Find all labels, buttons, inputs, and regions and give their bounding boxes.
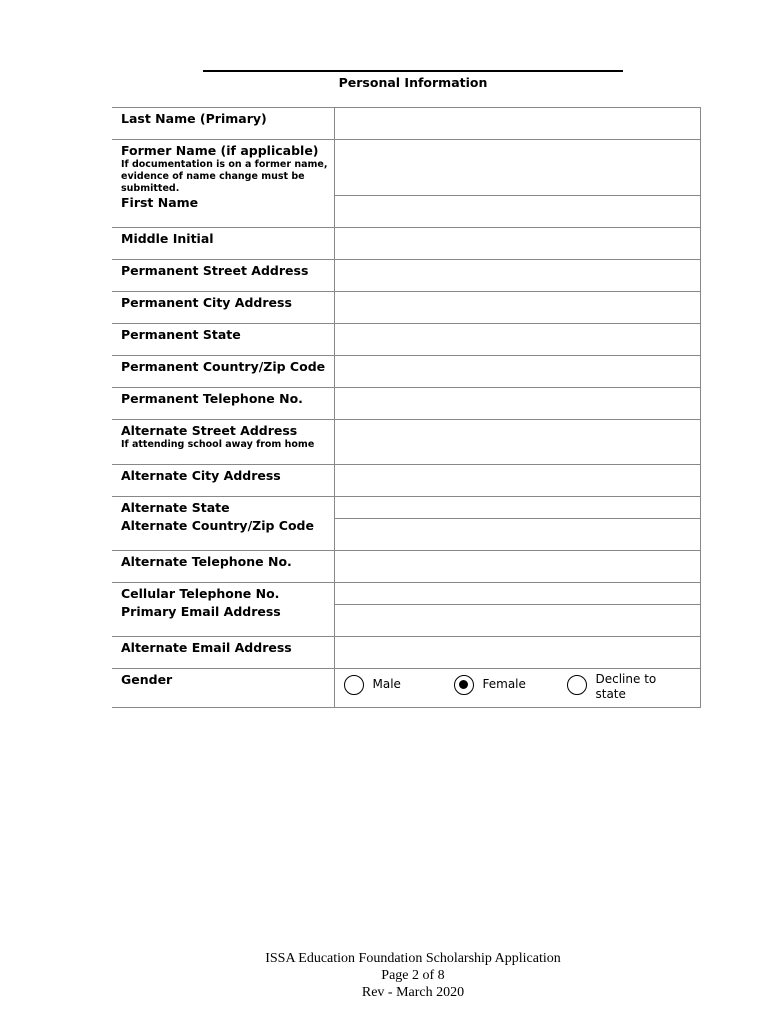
form-row [112,291,701,323]
field-label: Permanent City Address [112,291,334,323]
field-label: Middle Initial [112,227,334,259]
form-row [112,464,701,496]
form-row [112,582,701,604]
footer-title: ISSA Education Foundation Scholarship Application [265,951,561,966]
radio-unchecked-icon[interactable] [344,675,364,695]
field-label: Permanent State [112,323,334,355]
footer-revision: Rev - March 2020 [361,985,465,1000]
field-label: Permanent Country/Zip Code [112,355,334,387]
field-label: First Name [121,195,199,210]
field-label: Alternate Telephone No. [112,550,334,582]
last-name-input[interactable] [334,108,701,140]
page-footer [0,950,770,1001]
alternate-country-zip-input[interactable] [334,518,701,550]
first-name-input[interactable] [334,195,701,227]
radio-checked-icon[interactable] [454,675,474,695]
gender-option-decline[interactable] [567,671,676,702]
form-row [112,550,701,582]
footer-page-number: Page 2 of 8 [381,968,445,983]
field-label: Last Name (Primary) [112,108,334,140]
former-name-input[interactable] [334,140,701,196]
form-row [112,108,701,140]
alternate-street-input[interactable] [334,419,701,464]
permanent-telephone-input[interactable] [334,387,701,419]
form-row [112,636,701,668]
form-row [112,323,701,355]
permanent-city-input[interactable] [334,291,701,323]
primary-email-input[interactable] [334,604,701,636]
form-row [112,496,701,518]
personal-info-form [112,107,701,708]
radio-label: Female [482,676,526,691]
field-label: Former Name (if applicable) If documentation is on a former name, evidence of name change must be submitted. [112,140,334,196]
form-row [112,419,701,464]
permanent-state-input[interactable] [334,323,701,355]
gender-radio-group [334,668,701,707]
form-row [112,604,701,636]
field-label: Gender [112,668,334,707]
form-row [112,140,701,196]
field-label: Cellular Telephone No. [112,582,334,604]
section-title: Personal Information [338,75,488,90]
field-label: Alternate City Address [112,464,334,496]
permanent-country-zip-input[interactable] [334,355,701,387]
gender-option-female[interactable] [454,675,526,695]
form-row [112,195,701,227]
header-rule [203,70,623,72]
permanent-street-input[interactable] [334,259,701,291]
form-row [112,518,701,550]
alternate-city-input[interactable] [334,464,701,496]
middle-initial-input[interactable] [334,227,701,259]
alternate-telephone-input[interactable] [334,550,701,582]
alternate-state-input[interactable] [334,496,701,518]
field-label: Alternate State [112,496,334,518]
form-row [112,227,701,259]
form-row [112,259,701,291]
field-note: If attending school away from home [121,438,315,450]
radio-label: Decline to state [595,671,657,701]
form-row [112,355,701,387]
field-label: Permanent Street Address [112,259,334,291]
field-label: Alternate Country/Zip Code [121,518,314,533]
field-label: Alternate Street Address If attending school away from home [112,419,334,464]
form-row [112,668,701,707]
gender-option-male[interactable] [344,675,401,695]
alternate-email-input[interactable] [334,636,701,668]
field-label: Primary Email Address [121,604,281,619]
field-label: Alternate Email Address [112,636,334,668]
form-row [112,387,701,419]
cellular-telephone-input[interactable] [334,582,701,604]
field-label: Permanent Telephone No. [112,387,334,419]
radio-label: Male [372,676,401,691]
field-note: If documentation is on a former name, evidence of name change must be submitted. [121,159,328,194]
radio-unchecked-icon[interactable] [567,675,587,695]
